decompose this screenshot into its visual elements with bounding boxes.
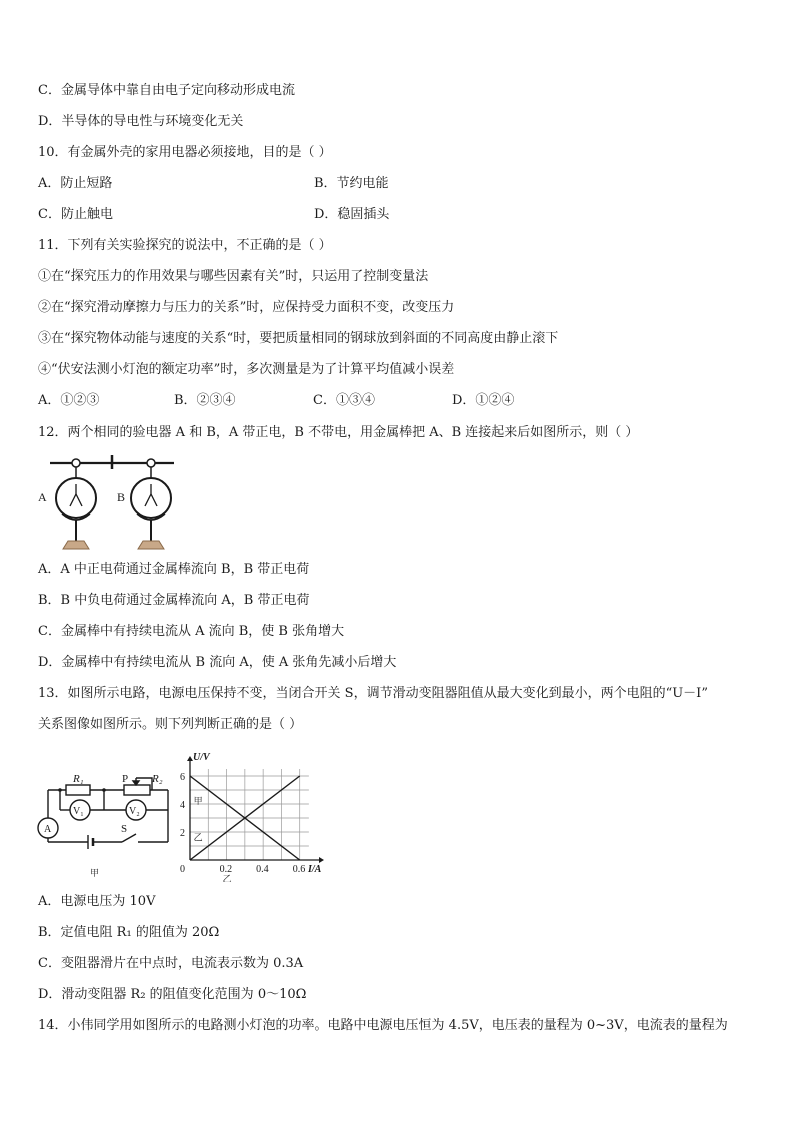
q13-option-b: B．定值电阻 R₁ 的阻值为 20Ω [38,925,220,940]
chart-caption: 乙 [222,874,232,882]
q13-option-a: A．电源电压为 10V [38,894,156,909]
q12-option-b: B．B 中负电荷通过金属棒流向 A，B 带正电荷 [38,593,310,608]
series-label-yi: 乙 [193,832,203,843]
ui-chart [176,748,326,882]
x-tick-label: 0.6 [292,864,306,875]
q11-statement-3: ③在“探究物体动能与速度的关系“时，要把质量相同的钢球放到斜面的不同高度由静止滚下 [38,331,559,346]
q12-option-a: A．A 中正电荷通过金属棒流向 B，B 带正电荷 [38,562,310,577]
q13-stem-line2: 关系图像如图所示。则下列判断正确的是（ ） [38,717,303,732]
q11-statement-1: ①在“探究压力的作用效果与哪些因素有关”时，只运用了控制变量法 [38,269,429,284]
q11-option-d: D．①②④ [452,393,515,408]
q12-stem: 12．两个相同的验电器 A 和 B，A 带正电，B 不带电，用金属棒把 A、B 连接起来后如图所示，则（ ） [38,425,639,440]
y-axis-label: U/V [193,752,210,763]
resistor-r2 [124,785,150,795]
label-r1: R₁ [73,773,84,785]
q10-option-c: C．防止触电 [38,207,113,222]
q10-option-d: D．稳固插头 [314,207,390,222]
series-label-jia: 甲 [193,796,203,806]
electroscope-figure [36,454,186,554]
q11-option-a: A．①②③ [38,393,100,408]
q10-stem: 10．有金属外壳的家用电器必须接地，目的是（ ） [38,145,332,160]
ui-chart-svg [176,748,326,882]
switch-s [122,834,136,842]
label-ammeter: A [44,824,52,835]
q11-statement-2: ②在“探究滑动摩擦力与压力的关系”时，应保持受力面积不变，改变压力 [38,300,455,315]
x-axis-arrow [319,857,324,863]
circuit-diagram [36,770,178,880]
x-axis-label: I/A [308,864,322,875]
q9-option-d: D．半导体的导电性与环境变化无关 [38,114,244,129]
q13-stem-line1: 13．如图所示电路，电源电压保持不变，当闭合开关 S，调节滑动变阻器阻值从最大变化到最小，两个电阻的“U－I” [38,686,708,701]
q11-option-b: B．②③④ [174,393,236,408]
x-tick-label: 0.2 [219,864,233,875]
q13-option-c: C．变阻器滑片在中点时，电流表示数为 0.3A [38,956,304,971]
label-switch: S [121,823,128,835]
y-tick-label: 4 [180,800,185,811]
label-r2: R₂ [152,773,163,785]
electroscope-label-a: A [38,490,47,504]
label-v1: V₁ [73,806,84,817]
q10-option-a: A．防止短路 [38,176,113,191]
q11-statement-4: ④“伏安法测小灯泡的额定功率”时，多次测量是为了计算平均值减小误差 [38,362,455,377]
q10-option-b: B．节约电能 [314,176,389,191]
circuit-caption: 甲 [90,868,100,878]
electroscope-b [131,459,171,549]
electroscope-label-b: B [117,490,126,504]
label-v2: V₂ [129,806,140,817]
q14-stem: 14．小伟同学用如图所示的电路测小灯泡的功率。电路中电源电压恒为 4.5V，电压表的量程为 0~3V，电流表的量程为 [38,1018,728,1033]
x-tick-label: 0.4 [256,864,269,875]
q12-option-c: C．金属棒中有持续电流从 A 流向 B，使 B 张角增大 [38,624,345,639]
y-tick-label: 2 [180,828,185,839]
q9-option-c: C．金属导体中靠自由电子定向移动形成电流 [38,83,295,98]
q12-option-d: D．金属棒中有持续电流从 B 流向 A，使 A 张角先减小后增大 [38,655,397,670]
q11-stem: 11．下列有关实验探究的说法中，不正确的是（ ） [38,238,332,253]
q11-option-c: C．①③④ [313,393,375,408]
label-p: P [122,773,129,785]
y-tick-label: 6 [180,772,185,783]
resistor-r1 [66,785,90,795]
origin-label: 0 [180,864,185,875]
q13-option-d: D．滑动变阻器 R₂ 的阻值变化范围为 0～10Ω [38,987,307,1002]
electroscope-a [56,459,96,549]
